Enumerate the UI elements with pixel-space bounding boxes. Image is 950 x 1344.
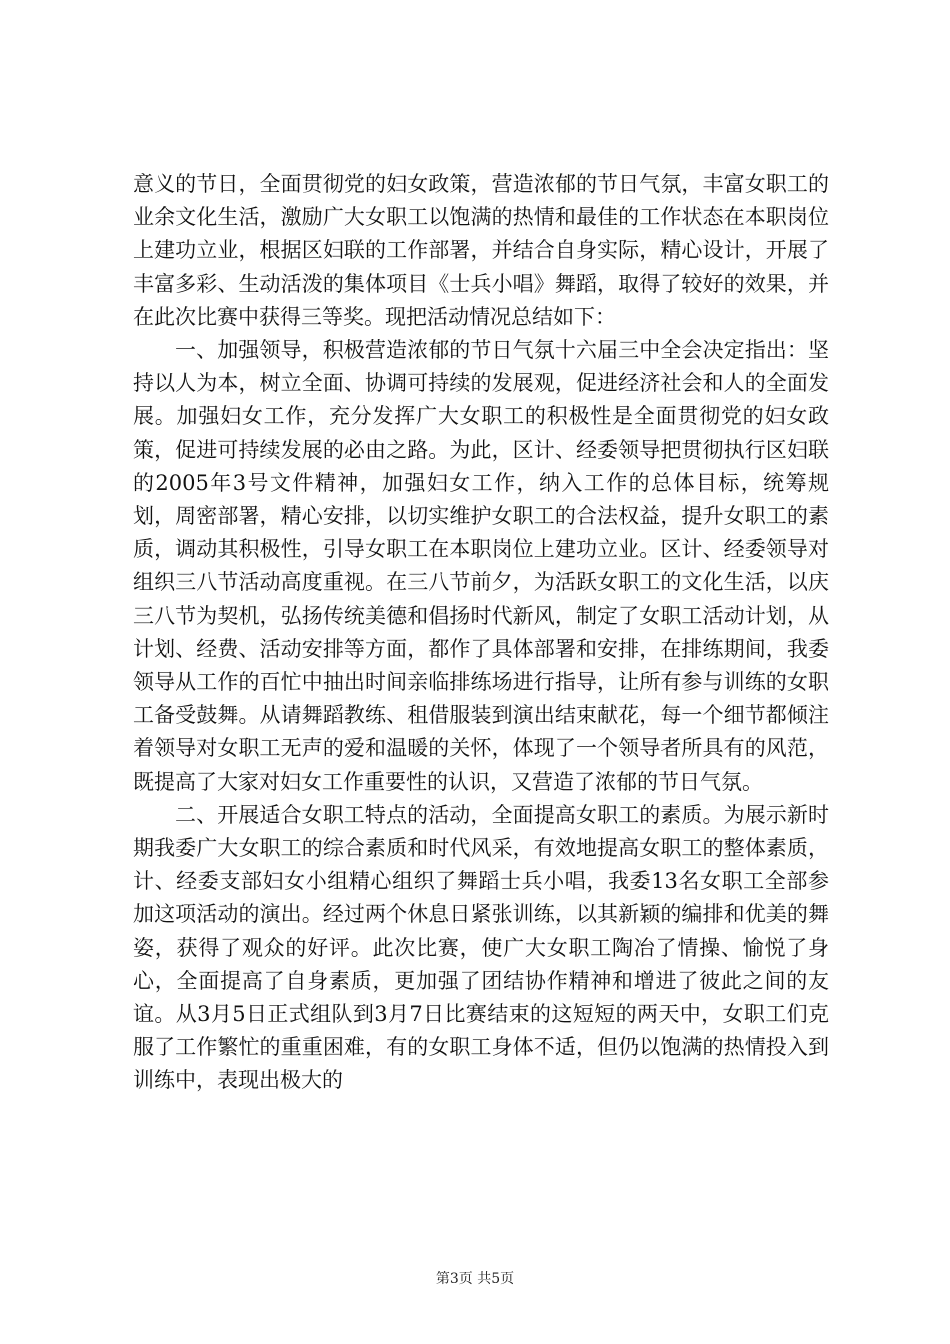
paragraph-intro: 意义的节日，全面贯彻党的妇女政策，营造浓郁的节日气氛，丰富女职工的业余文化生活，激励广大女职工以饱满的热情和最佳的工作状态在本职岗位上建功立业，根据区妇联的工作部署，并结合自身实际，精心设计，开展了丰富多彩、生动活泼的集体项目《士兵小唱》舞蹈，取得了较好的效果，并在此次比赛中获得三等奖。现把活动情况总结如下： xyxy=(133,172,829,329)
document-body xyxy=(133,168,829,1098)
paragraph-section-one: 一、加强领导，积极营造浓郁的节日气氛十六届三中全会决定指出：坚持以人为本，树立全面、协调可持续的发展观，促进经济社会和人的全面发展。加强妇女工作，充分发挥广大女职工的积极性是全面贯彻党的妇女政策，促进可持续发展的必由之路。为此，区计、经委领导把贯彻执行区妇联的2005年3号文件精神，加强妇女工作，纳入工作的总体目标，统筹规划，周密部署，精心安排，以切实维护女职工的合法权益，提升女职工的素质，调动其积极性，引导女职工在本职岗位上建功立业。区计、经委领导对组织三八节活动高度重视。在三八节前夕，为活跃女职工的文化生活，以庆三八节为契机，弘扬传统美德和倡扬时代新风，制定了女职工活动计划，从计划、经费、活动安排等方面，都作了具体部署和安排，在排练期间，我委领导从工作的百忙中抽出时间亲临排练场进行指导，让所有参与训练的女职工备受鼓舞。从请舞蹈教练、租借服装到演出结束献花，每一个细节都倾注着领导对女职工无声的爱和温暖的关怀，体现了一个领导者所具有的风范，既提高了大家对妇女工作重要性的认识，又营造了浓郁的节日气氛。 xyxy=(133,338,829,794)
page-footer: 第3页 共5页 xyxy=(435,1271,515,1287)
paragraph-section-two: 二、开展适合女职工特点的活动，全面提高女职工的素质。为展示新时期我委广大女职工的综合素质和时代风采，有效地提高女职工的整体素质，计、经委支部妇女小组精心组织了舞蹈士兵小唱，我委13名女职工全部参加这项活动的演出。经过两个休息日紧张训练，以其新颖的编排和优美的舞姿，获得了观众的好评。此次比赛，使广大女职工陶冶了情操、愉悦了身心，全面提高了自身素质，更加强了团结协作精神和增进了彼此之间的友谊。从3月5日正式组队到3月7日比赛结束的这短短的两天中，女职工们克服了工作繁忙的重重困难，有的女职工身体不适，但仍以饱满的热情投入到训练中，表现出极大的 xyxy=(133,802,829,1093)
